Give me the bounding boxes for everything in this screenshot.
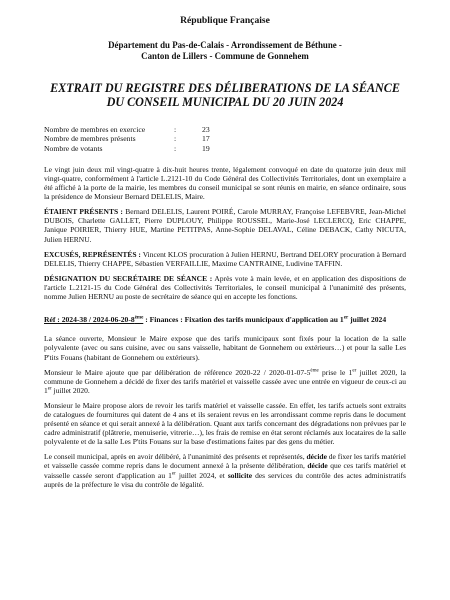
p2-text-a: Monsieur le Maire ajoute que par délibération de référence 2020-22 / 2020-01-07-5 [44,367,311,377]
intro-paragraph: Le vingt juin deux mil vingt-quatre à dix-huit heures trente, légalement convoqué en date du quatorze juin deux mil vingt-quatre, conformément à l'article L.2121-10 du Code Général des Collectivités Territoriales, dont un exemplaire a été affiché à la porte de la mairie, les membres du conseil municipal se sont réunis en mairie, en séance ordinaire, sous la présidence de Monsieur Bernard DELELIS, Maire. [44,164,406,202]
presents-text: Bernard DELELIS, Laurent POIRÉ, Carole MURRAY, Françoise LEFEBVRE, Jean-Michel DUBOIS, Charlette GALLET, Pierre DUPLOUY, Philippe ROUSSEL, Marie-José LECLERCQ, Eric CHAPPE, Janique POIRIER, Thierry HUE, Martine PETITPAS, Anne-Sophie DELAVAL, Céline DEBACK, Cathy NICUTA, Julien HERNU. [44,207,406,244]
p4-text-b: de fixer les tarifs matériel et vaisselle cassée comme repris dans le document annexé à la présente délibération, [44,452,406,471]
p4-text-e: des services du contrôle des actes administratifs auprès de la préfecture le visa du contrôle de légalité. [44,470,406,489]
reference-title [150,315,387,324]
p2-text-c: juillet 2020, la commune de Gonnehem a décidé de fixer des tarifs matériel et vaisselle cassée avec une entrée en vigueur de ceux-ci au 1 [44,367,406,395]
reference-title-sup: er [343,315,349,321]
department-heading [44,40,406,62]
body-paragraph-2 [44,368,406,395]
p4-sollicite: sollicite [227,470,253,480]
body-paragraph-3: Monsieur le Maire propose alors de revoir les tarifs matériel et vaisselle cassée. En effet, les tarifs actuels sont extraits de catalogues de fournitures qui datent de 4 ans et ils seraient revus en les arrondissant comme repris dans le document présenté en séance et qui serait annexé à la délibération. Quant aux tarifs concernant des dégradations non prévues par le cadre administratif (plâtrerie, menuiserie, vitrerie…), les frais de remise en état seront réclamés aux locataires de la salle polyvalente et de la salle Les P'tits Fouans sur la base d'estimations faites par des gens du métier. [44,400,406,447]
p4-sup: er [171,471,176,477]
p2-text-b: prise le 1 [318,367,353,377]
secretaire-paragraph [44,274,406,301]
p4-text-c: que ces tarifs matériel et vaisselle cassée seront d'application au 1 [44,461,406,480]
p4-decide-2: décide [307,461,328,471]
reference-title-b: juillet 2024 [350,315,387,325]
count-value: 23 [202,125,210,134]
republique-heading: République Française [180,15,270,26]
count-colon: : [174,125,177,134]
count-value: 19 [202,143,210,153]
count-label: Nombre de membres en exercice [44,125,146,134]
reference-text: Réf : 2024-38 / 2024-06-20-8 [44,315,135,325]
excuses-label: EXCUSÉS, REPRÉSENTÉS : [44,249,141,259]
count-colon: : [174,134,177,144]
count-label: Nombre de membres présents [44,134,136,144]
p2-sup2: er [352,368,357,374]
p4-decide-1: décide [306,452,327,462]
department-line-2: Canton de Lillers - Commune de Gonnehem [141,51,309,61]
deliberation-reference: Réf : 2024-38 / 2024-06-20-8ème : Finances : Fixation des tarifs municipaux d'application au 1er juillet 2024 [44,315,387,325]
reference-sup: ème [134,315,144,321]
reference-title-a: Finances : Fixation des tarifs municipaux d'application au 1 [149,315,344,325]
count-row-presents [44,134,406,143]
count-colon: : [174,143,177,153]
p4-text-a: Le conseil municipal, après en avoir délibéré, à l'unanimité des présents et représentés, [44,452,307,462]
extrait-title [44,81,406,109]
p2-sup: ème [310,368,319,374]
secretaire-label: DÉSIGNATION DU SECRÉTAIRE DE SÉANCE : [44,273,213,283]
count-value: 17 [202,134,210,144]
extrait-title-line-2: DU CONSEIL MUNICIPAL DU 20 JUIN 2024 [106,95,344,109]
p2-sup3: er [47,386,52,392]
secretaire-text: Après vote à main levée, et en application des dispositions de l'article L.2121-15 du Code Général des Collectivités Territoriales, le conseil municipal à l'unanimité des présents, nomme Julien HERNU au poste de secrétaire de séance qui en accepte les fonctions. [44,273,407,302]
count-row-exercice [44,125,406,134]
excuses-paragraph [44,250,406,268]
presents-paragraph [44,207,406,243]
body-paragraph-4 [44,452,406,488]
p2-text-d: juillet 2020. [51,385,90,395]
count-label: Nombre de votants [44,143,103,153]
member-counts [44,125,406,153]
count-row-votants [44,144,406,153]
presents-label: ÉTAIENT PRÉSENTS : [44,207,123,217]
extrait-title-line-1: EXTRAIT DU REGISTRE DES DÉLIBERATIONS DE LA SÉANCE [50,81,400,95]
body-paragraph-1: La séance ouverte, Monsieur le Maire expose que des tarifs municipaux sont fixés pour la location de la salle polyvalente (avec ou sans cuisine, avec ou sans vaisselle, habitant de Gonnehem ou extérieurs…) et pour la salle Les P'tits Fouans (habitant de Gonnehem ou extérieurs). [44,334,406,362]
reference-number [44,315,143,324]
p4-text-d: juillet 2024, et [175,470,228,480]
department-line-1: Département du Pas-de-Calais - Arrondissement de Béthune - [108,40,342,50]
excuses-text: Vincent KLOS procuration à Julien HERNU, Bertrand DELORY procuration à Bernard DELELIS, Thierry CHAPPE, Sébastien VERFAILLIE, Maxime CANTRAINE, Ludivine TAFFIN. [44,249,406,268]
